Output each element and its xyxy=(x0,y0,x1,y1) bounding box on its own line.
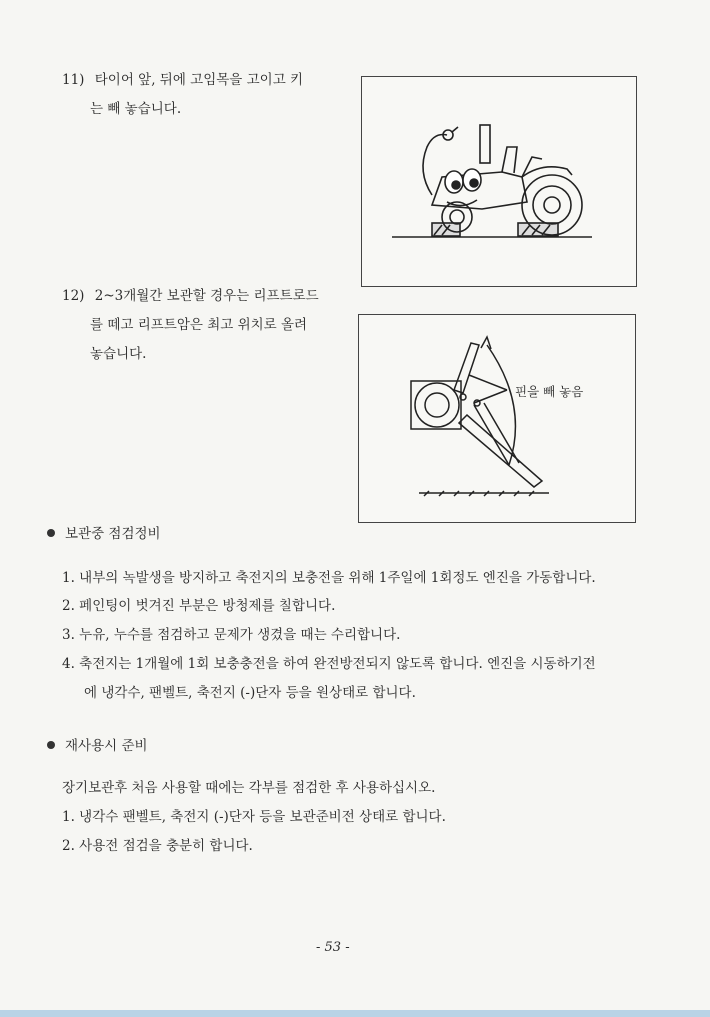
storage-check-heading-text: 보관중 점검정비 xyxy=(65,526,161,542)
storage-item-1: 1. 내부의 녹발생을 방지하고 축전지의 보충전을 위해 1주일에 1회정도 엔진을 가동합니다. xyxy=(62,570,596,586)
step-12-number: 12) xyxy=(62,288,85,304)
step-11-text-1: 타이어 앞, 뒤에 고임목을 고이고 키 xyxy=(94,72,304,88)
figure-lift-arm xyxy=(358,314,636,523)
step-11-number: 11) xyxy=(62,72,85,88)
step-11-line-2: 는 빼 놓습니다. xyxy=(90,101,182,117)
reuse-item-1: 1. 냉각수 팬벨트, 축전지 (-)단자 등을 보관준비전 상태로 합니다. xyxy=(62,809,446,825)
reuse-item-2: 2. 사용전 점검을 충분히 합니다. xyxy=(62,838,253,854)
pin-removed-label: 핀을 빼 놓음 xyxy=(515,384,584,399)
step-12-line-1 xyxy=(62,287,319,305)
figure-tractor-chocks xyxy=(361,76,637,287)
storage-item-3: 3. 누유, 누수를 점검하고 문제가 생겼을 때는 수리합니다. xyxy=(62,627,401,643)
storage-item-4-continued: 에 냉각수, 팬벨트, 축전지 (-)단자 등을 원상태로 합니다. xyxy=(84,685,416,701)
step-12-line-2: 를 떼고 리프트암은 최고 위치로 올려 xyxy=(90,317,308,333)
bottom-edge-strip xyxy=(0,1010,710,1017)
reuse-prep-heading-text: 재사용시 준비 xyxy=(65,738,148,754)
tractor-chocks-illustration xyxy=(362,77,636,286)
bullet-icon xyxy=(47,741,55,749)
page-number: - 53 - xyxy=(316,940,350,955)
storage-item-4: 4. 축전지는 1개월에 1회 보충충전을 하여 완전방전되지 않도록 합니다. 엔진을 시동하기전 xyxy=(62,656,596,672)
step-11-line-1 xyxy=(62,71,303,89)
step-12-line-3: 놓습니다. xyxy=(90,346,147,362)
lift-arm-illustration xyxy=(359,315,635,522)
storage-check-heading xyxy=(47,525,161,543)
reuse-prep-heading xyxy=(47,737,148,755)
reuse-prep-intro: 장기보관후 처음 사용할 때에는 각부를 점검한 후 사용하십시오. xyxy=(62,780,436,796)
bullet-icon xyxy=(47,529,55,537)
storage-item-2: 2. 페인팅이 벗겨진 부분은 방청제를 칠합니다. xyxy=(62,598,336,614)
step-12-text-1: 2~3개월간 보관할 경우는 리프트로드 xyxy=(94,288,319,304)
